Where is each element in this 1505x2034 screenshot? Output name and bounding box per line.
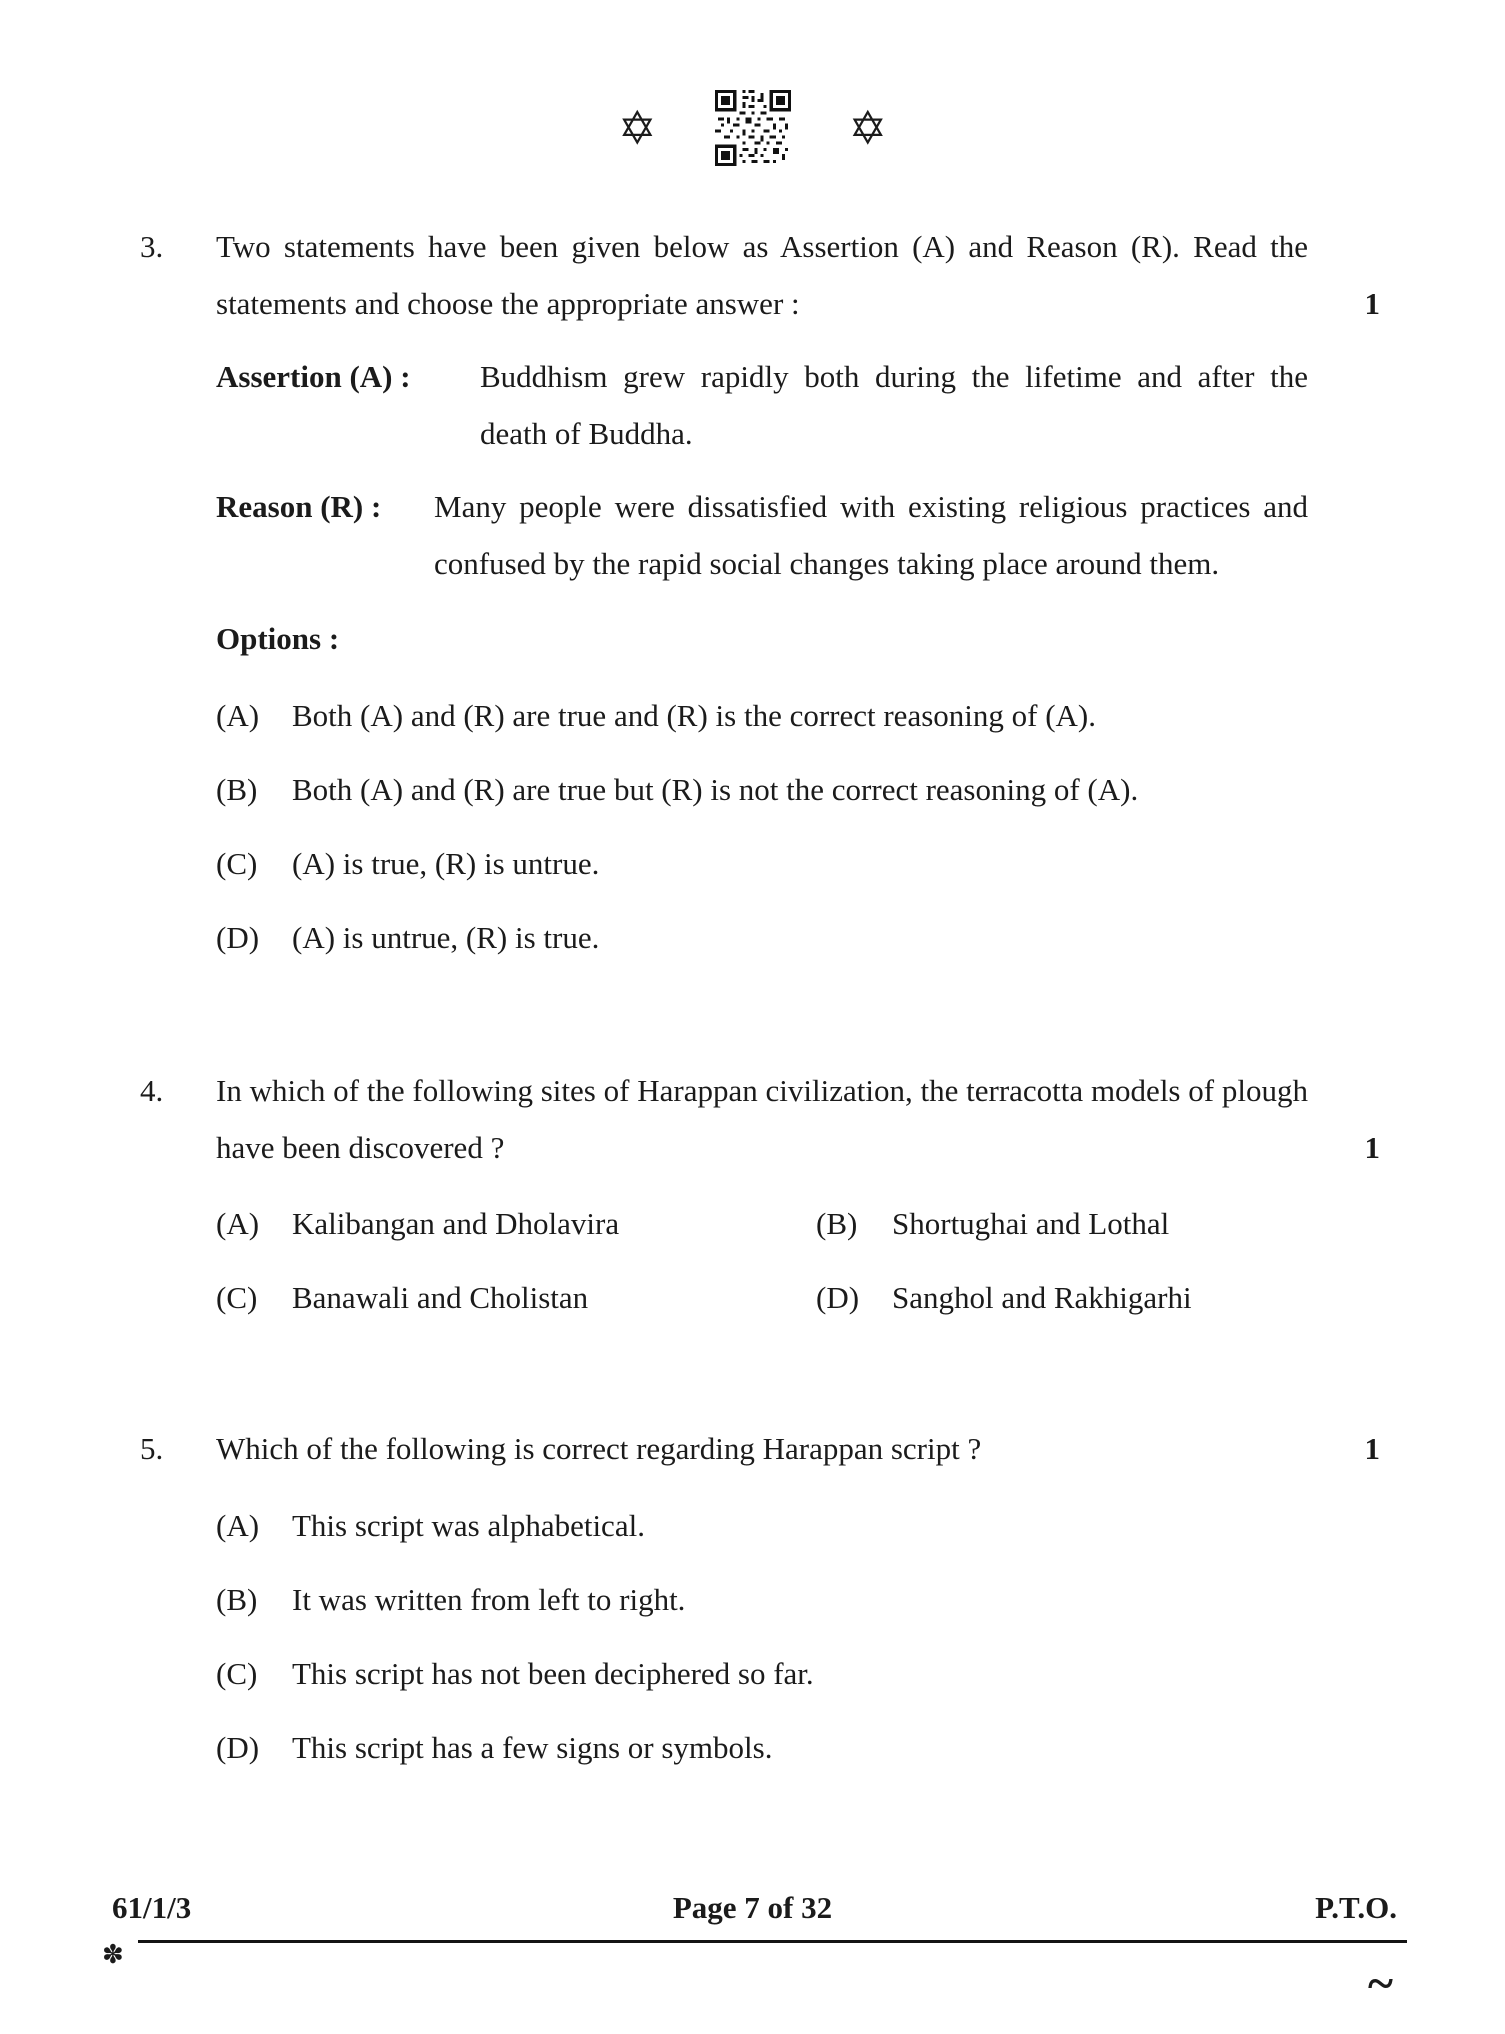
footer-rule xyxy=(138,1940,1407,1943)
assertion-label: Assertion (A) : xyxy=(216,359,411,394)
marks-badge: 1 xyxy=(1364,1431,1380,1466)
option-text: Both (A) and (R) are true and (R) is the correct reasoning of (A). xyxy=(292,698,1096,733)
option-label: (B) xyxy=(216,1582,258,1617)
question-3 xyxy=(140,218,1380,966)
option-label: (B) xyxy=(216,772,258,807)
option-label: (A) xyxy=(216,698,260,733)
option-d xyxy=(816,1269,1308,1326)
options-heading: Options : xyxy=(216,621,340,656)
question-5 xyxy=(140,1420,1380,1776)
question-number: 5. xyxy=(140,1431,164,1466)
option-label: (D) xyxy=(216,920,260,955)
option-a xyxy=(216,687,1308,744)
question-number: 4. xyxy=(140,1073,164,1108)
option-text: Banawali and Cholistan xyxy=(292,1280,589,1315)
star-of-david-icon: ✡ xyxy=(848,101,888,155)
star-of-david-icon: ✡ xyxy=(617,101,657,155)
page-footer xyxy=(0,1888,1505,2010)
page-number: Page 7 of 32 xyxy=(672,1890,833,1925)
marks-badge: 1 xyxy=(1364,286,1380,321)
option-text: It was written from left to right. xyxy=(292,1582,686,1617)
option-d xyxy=(216,1719,1308,1776)
option-label: (C) xyxy=(216,1656,258,1691)
option-label: (D) xyxy=(816,1280,860,1315)
option-a xyxy=(216,1497,1308,1554)
option-text: (A) is true, (R) is untrue. xyxy=(292,846,600,881)
question-text: Which of the following is correct regarding Harappan script ? 1 xyxy=(216,1420,1308,1477)
option-b xyxy=(216,1571,1308,1628)
option-c xyxy=(216,1645,1308,1702)
paper-code: 61/1/3 xyxy=(112,1890,192,1925)
option-c xyxy=(216,1269,816,1326)
reason-text: Many people were dissatisfied with existing religious practices and confused by the rapid social changes taking place around them. xyxy=(434,489,1308,581)
option-text: This script has a few signs or symbols. xyxy=(292,1730,773,1765)
reason-row xyxy=(216,478,1308,592)
option-text: This script has not been deciphered so far. xyxy=(292,1656,814,1691)
option-text: (A) is untrue, (R) is true. xyxy=(292,920,600,955)
option-text: Shortughai and Lothal xyxy=(892,1206,1170,1241)
option-label: (A) xyxy=(216,1206,260,1241)
option-d xyxy=(216,909,1308,966)
page-header xyxy=(0,86,1505,170)
marks-badge: 1 xyxy=(1364,1130,1380,1165)
assertion-row xyxy=(216,348,1308,462)
option-b xyxy=(816,1195,1308,1252)
option-label: (A) xyxy=(216,1508,260,1543)
option-c xyxy=(216,835,1308,892)
flower-icon: ✽ xyxy=(102,1940,124,1970)
question-text: Two statements have been given below as Assertion (A) and Reason (R). Read the statements and choose the appropriate answer : 1 xyxy=(216,218,1308,332)
question-4 xyxy=(140,1062,1380,1326)
option-label: (D) xyxy=(216,1730,260,1765)
option-b xyxy=(216,761,1308,818)
option-text: Kalibangan and Dholavira xyxy=(292,1206,620,1241)
option-text: This script was alphabetical. xyxy=(292,1508,645,1543)
question-number: 3. xyxy=(140,229,164,264)
option-a xyxy=(216,1195,816,1252)
questions-area xyxy=(0,218,1505,1776)
assertion-text: Buddhism grew rapidly both during the lifetime and after the death of Buddha. xyxy=(480,359,1308,451)
tilde-mark: ~ xyxy=(1368,1957,1393,2010)
question-text: In which of the following sites of Harappan civilization, the terracotta models of plough have been discovered ? 1 xyxy=(216,1062,1308,1176)
option-label: (C) xyxy=(216,1280,258,1315)
options-grid xyxy=(216,1178,1308,1326)
pto-label: P.T.O. xyxy=(1315,1890,1397,1925)
option-text: Sanghol and Rakhigarhi xyxy=(892,1280,1192,1315)
option-label: (C) xyxy=(216,846,258,881)
option-label: (B) xyxy=(816,1206,858,1241)
reason-label: Reason (R) : xyxy=(216,489,382,524)
qr-code xyxy=(715,90,791,166)
option-text: Both (A) and (R) are true but (R) is not the correct reasoning of (A). xyxy=(292,772,1139,807)
